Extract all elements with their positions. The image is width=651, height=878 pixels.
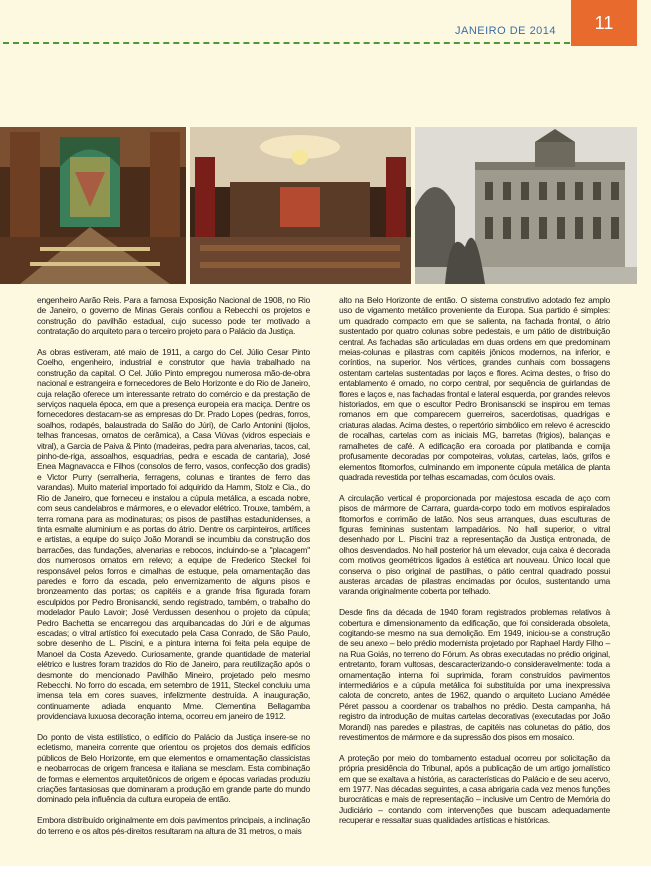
page-number-badge: [571, 0, 637, 46]
page-number: 11: [594, 12, 614, 33]
photo-courtroom-interior: [190, 127, 411, 284]
paragraph: A proteção por meio do tombamento estadual ocorreu por solicitação da própria presidência do Tribunal, após a publicação de um artigo jornalístico em que se exaltava a história, as características do Palácio e de seu acervo, em 1977. Nas décadas seguintes, a casa abrigaria cada vez menos funções burocráticas e mais de representação – inclusive um Centro de Memória do Judiciário – contando com intervenções que buscam adequadamente recuperar e ressaltar suas qualidades artísticas e históricas.: [339, 752, 610, 826]
photo-historic-building-exterior: [415, 127, 637, 284]
header-divider: [3, 42, 570, 44]
photo-stained-glass-staircase: [0, 127, 186, 284]
paragraph: A circulação vertical é proporcionada por majestosa escada de aço com pisos de mármore de Carrara, guarda-corpo todo em motivos espiralados fitomorfos e corrimão de latão. Nos seus arranques, duas esculturas de figuras femininas sustentam lampadários. No hall superior, o vitral desenhado por L. Piscini traz a representação da Justiça entronada, de olhos desvendados. No hall posterior há um elevador, cuja caixa é decorada com motivos geométricos ligados à estética art nouveau. Único local que conserva o piso original de pastilhas, o pátio central quadrado possui austeras arcadas de pilastras encimadas por óculos, sustentando uma varanda originalmente coberta por telhado.: [339, 492, 610, 597]
page-bottom-margin: [0, 866, 651, 878]
issue-date: JANEIRO DE 2014: [455, 25, 557, 37]
paragraph: engenheiro Aarão Reis. Para a famosa Exposição Nacional de 1908, no Rio de Janeiro, o governo de Minas Gerais confiou a Rebecchi os projetos e construção do pavilhão estadual, cujo sucesso pode ter motivado a contratação do arquiteto para o terceiro projeto para o Palácio da Justiça.: [37, 295, 310, 337]
paragraph: Do ponto de vista estilístico, o edifício do Palácio da Justiça insere-se no ecletismo, maneira corrente que orientou os projetos dos demais edifícios públicos de Belo Horizonte, em que elementos e ornamentação classicistas e neobarrocas de origem francesa e italiana se mesclam. Esta combinação de formas e elementos arquitetônicos de origem e épocas variadas produziu criações fantasiosas que dominaram a produção em grande parte do mundo dominado pela influência da cultura europeia de então.: [37, 732, 310, 805]
paragraph: Embora distribuído originalmente em dois pavimentos principais, a inclinação do terreno e os altos pés-direitos resultaram na altura de 31 metros, o mais: [37, 815, 310, 836]
paragraph: Desde fins da década de 1940 foram registrados problemas relativos à cobertura e dimensionamento da edificação, que foi considerada obsoleta, cogitando-se mesmo na sua demolição. Em 1949, iniciou-se a construção de seu anexo – belo prédio modernista projetado por Raphael Hardy Filho – na Rua Goiás, no terreno do Fórum. As obras executadas no prédio original, entretanto, foram vultosas, descaracterizando-o consideravelmente: toda a ornamentação interna foi suprimida, foram construídos pavimentos intermediários e a cúpula metálica foi substituída por uma inexpressiva calota de concreto, antes de 1962, quando o arquiteto Luciano Amédée Péret passou a coordenar os trabalhos no prédio. Desta campanha, há registro da introdução de muitas cartelas decorativas (executadas por João Morandi) nas paredes e pilastras, de capitéis nas colunetas do pátio, dos revestimentos de mármore e da supressão dos pisos em mosaico.: [339, 607, 610, 743]
paragraph: alto na Belo Horizonte de então. O sistema construtivo adotado fez amplo uso de vigamento metálico proveniente da Europa. Sua partido é simples: um quadrado compacto em que se salienta, na fachada frontal, o átrio sustentado por quatro colunas sobre pedestais, e um pátio de distribuição central. As fachadas são articuladas em duas ordens em que predominam meias-colunas e pilastras com capitéis jônicos modernos, na inferior, e coríntios, na superior. Nos vértices, grandes cunhais com bossagens ostentam cartelas sustentadas por laços e flores. Acima destes, o friso do entablamento é ornado, no corpo central, por sequência de guirlandas de flores e laços e, nas fachadas frontal e lateral esquerda, por grandes relevos historiados, em que o escultor Pedro Bronisanscki se inspirou em temas romanos em que comparecem guerreiros, sacerdotisas, quadrigas e criaturas aladas. Acima destes, o repertório simbólico em relevo é acrescido de rocalhas, cartelas com as iniciais MG, barretas (frigios), balanças e ramalhetes de café. A edificação era coroada por platibanda e cornija profusamente decoradas por compoteiras, volutas, cartelas, laós, grifos e elementos fitomorfos, culminando em imponente cúpula metálica de planta quadrada revestida por telhas escamadas, com óculos ovais.: [339, 295, 610, 482]
article-column-left: [37, 295, 310, 846]
article-column-right: [339, 295, 610, 836]
paragraph: As obras estiveram, até maio de 1911, a cargo do Cel. Júlio Cesar Pinto Coelho, engenheiro, industrial e construtor que havia trabalhado na construção da capital. O Cel. Júlio Pinto empregou numerosa mão-de-obra nacional e estrangeira e fornecedores de Belo Horizonte e do Rio de Janeiro, cuja relação oferece um interessante retrato do comércio e da prestação de serviços naquela época, em que a presença europeia era maciça. Dentre os fornecedores destacam-se as empresas do Dr. Prado Lopes (pedras, forros, soalhos, rodapés, balaustrada do Salão do Júri), de Carlo Antonini (tijolos, telhas francesas, ornatos de cerâmica), a Casa Viúvas (vidros especiais e vitral), a Garcia de Paiva & Pinto (madeiras, pedra para alvenarias, tacos, cal, pinho-de-riga, assoalhos, esquadrias, pedra e escada de cantaria), José Enea Magnavacca e Filhos (consolos de ferro, vasos, confecção dos gradis) e Victor Purry (serralheria, ferragens, colunas e tirantes de ferro das varandas). Muito material importado foi adquirido da Hamm, Stolz e Cia., do Rio de Janeiro, que forneceu e instalou a cúpula metálica, a escada nobre, com seus candelabros e mármores, e o elevador elétrico. Trouxe, também, a terra romana para as modinaturas; os pisos de pastilhas estadunidenses, a tinta esmalte aluminium e as portas do átrio. Dentre os carpinteiros, artífices e artistas, a equipe do suíço João Morandi se incumbiu da construção dos barracões, das fundações, alvenarias e rebocos, incluindo-se a "placagem" dos numerosos ornatos em relevo; a equipe de Frederico Steckel foi responsável pelos forros e cimalhas de estuque, pela ornamentação das paredes e forro da escada, pelo envernizamento de alguns pisos e bronzeamento das portas; os capitéis e a grande frisa figurada foram esculpidos por Pedro Bronisancki, sendo registrado, também, o trabalho do modelador Paulo Lavoir; José Verdussen desenhou o projeto da cúpula; Pedro Bachetta se encarregou das arquibancadas do Júri e de algumas escadas; o vitral artístico foi executado pela Casa Conrado, de São Paulo, sobre desenho de L. Piscini, e a pintura interna foi feita pela equipe de Manoel da Costa Azevedo. Curiosamente, grande quantidade de material elétrico e lustres foram trazidos do Rio de Janeiro, para reutilização após o desmonte do mencionado Pavilhão Mineiro, projetado pelo mesmo Rebecchi. No forro do escada, em setembro de 1911, Steckel concluiu uma imensa tela em cores suaves, infelizmente destruída. A inauguração, continuamente adiada enquanto Mme. Clementina Bellagamba providenciava luxuosa decoração interna, ocorreu em janeiro de 1912.: [37, 347, 310, 722]
photo-strip: [0, 127, 637, 284]
